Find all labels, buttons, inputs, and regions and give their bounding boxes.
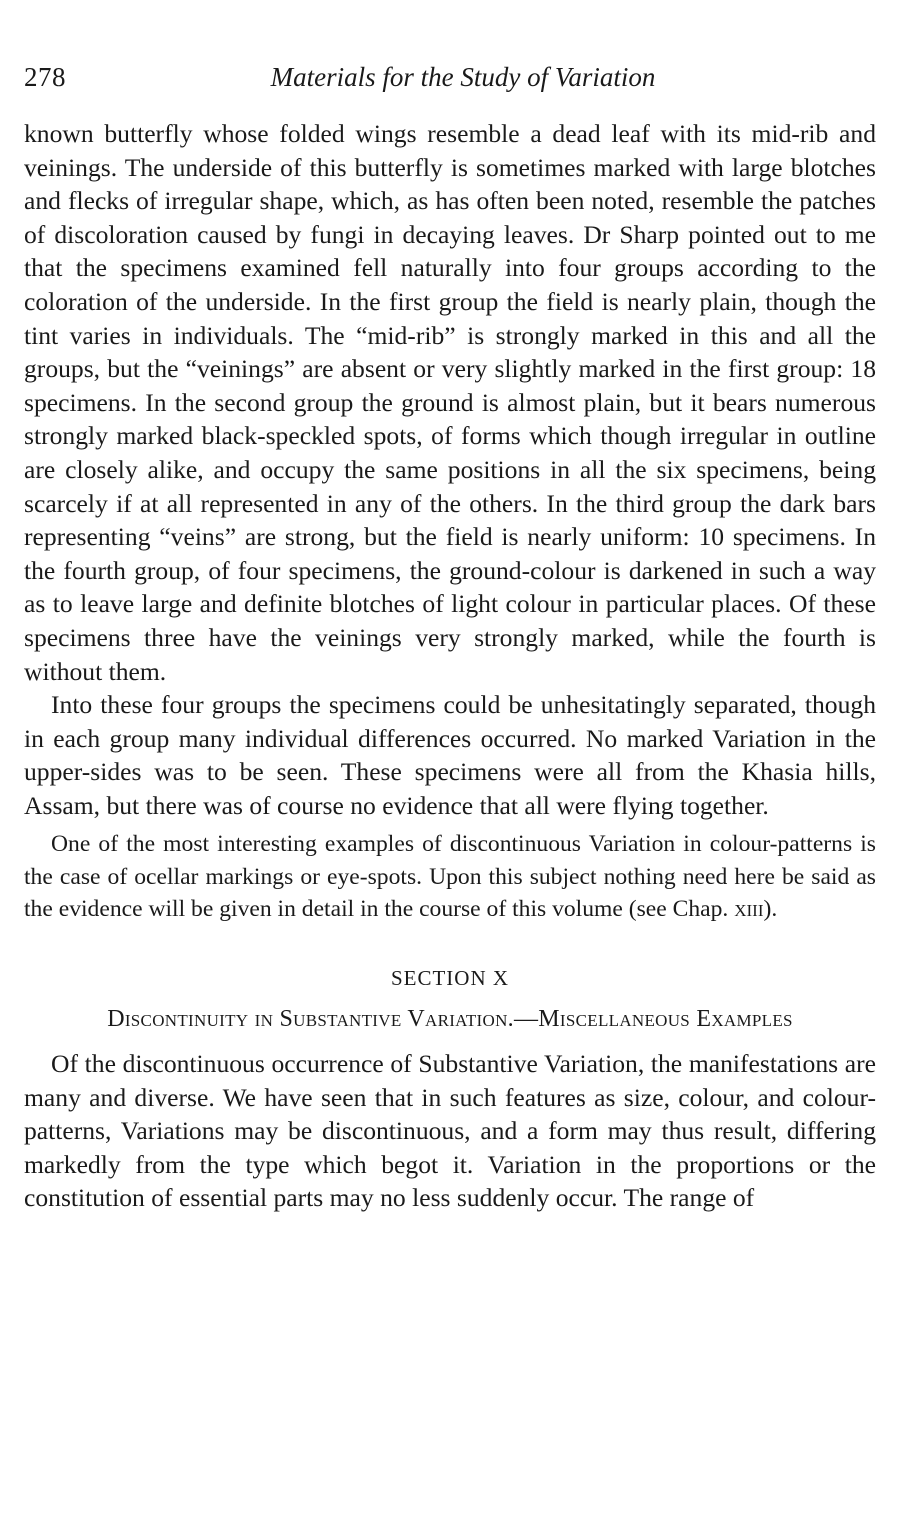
chapter-reference: xiii <box>734 896 764 923</box>
book-page <box>24 58 876 1215</box>
body-paragraph-small <box>24 828 876 926</box>
body-paragraph: Into these four groups the specimens could be unhesitatingly separated, though in each group many individual differences occurred. No marked Variation in the upper-sides was to be seen. These specimens were all from the Khasia hills, Assam, but there was of course no evidence that all were flying together. <box>24 690 876 820</box>
body-paragraph: Of the discontinuous occurrence of Substantive Variation, the manifestations are many and diverse. We have seen that in such features as size, colour, and colour-patterns, Variations may be discontinuous, and a form may thus result, differing markedly from the type which begot it. Variation in the proportions or the constitution of essential parts may no less suddenly occur. The range of <box>24 1048 876 1213</box>
running-title: Materials for the Study of Variation <box>270 62 656 92</box>
body-paragraph: known butterfly whose folded wings resemble a dead leaf with its mid-rib and veinings. The underside of this butterfly is sometimes marked with large blotches and flecks of irregular shape, which, as has often been noted, resemble the patches of discoloration caused by fungi in decaying leaves. Dr Sharp pointed out to me that the specimens examined fell naturally into four groups according to the coloration of the underside. In the first group the field is nearly plain, though the tint varies in individuals. The “mid-rib” is strongly marked in this and all the groups, but the “veinings” are absent or very slightly marked in the first group: 18 specimens. In the second group the ground is almost plain, but it bears numerous strongly marked black-speckled spots, of forms which though irregular in outline are closely alike, and occupy the same positions in all the six specimens, being scarcely if at all represented in any of the others. In the third group the dark bars representing “veins” are strong, but the field is nearly uniform: 10 specimens. In the fourth group, of four specimens, the ground-colour is darkened in such a way as to leave large and definite blotches of light colour in particular places. Of these specimens three have the veinings very strongly marked, while the fourth is without them. <box>24 119 876 686</box>
page-header <box>24 58 876 102</box>
paragraph-text-end: ). <box>763 896 778 923</box>
page-number: 278 <box>24 62 66 92</box>
section-number-heading: SECTION X <box>390 965 510 990</box>
paragraph-text: One of the most interesting examples of discontinuous Variation in colour-patterns is the case of ocellar markings or eye-spots. Upon this subject nothing need here be said as the evidence will be given in detail in the course of this volume (see Chap. <box>24 831 876 923</box>
section-title: Discontinuity in Substantive Variation.—Miscellaneous Examples <box>107 1005 793 1032</box>
